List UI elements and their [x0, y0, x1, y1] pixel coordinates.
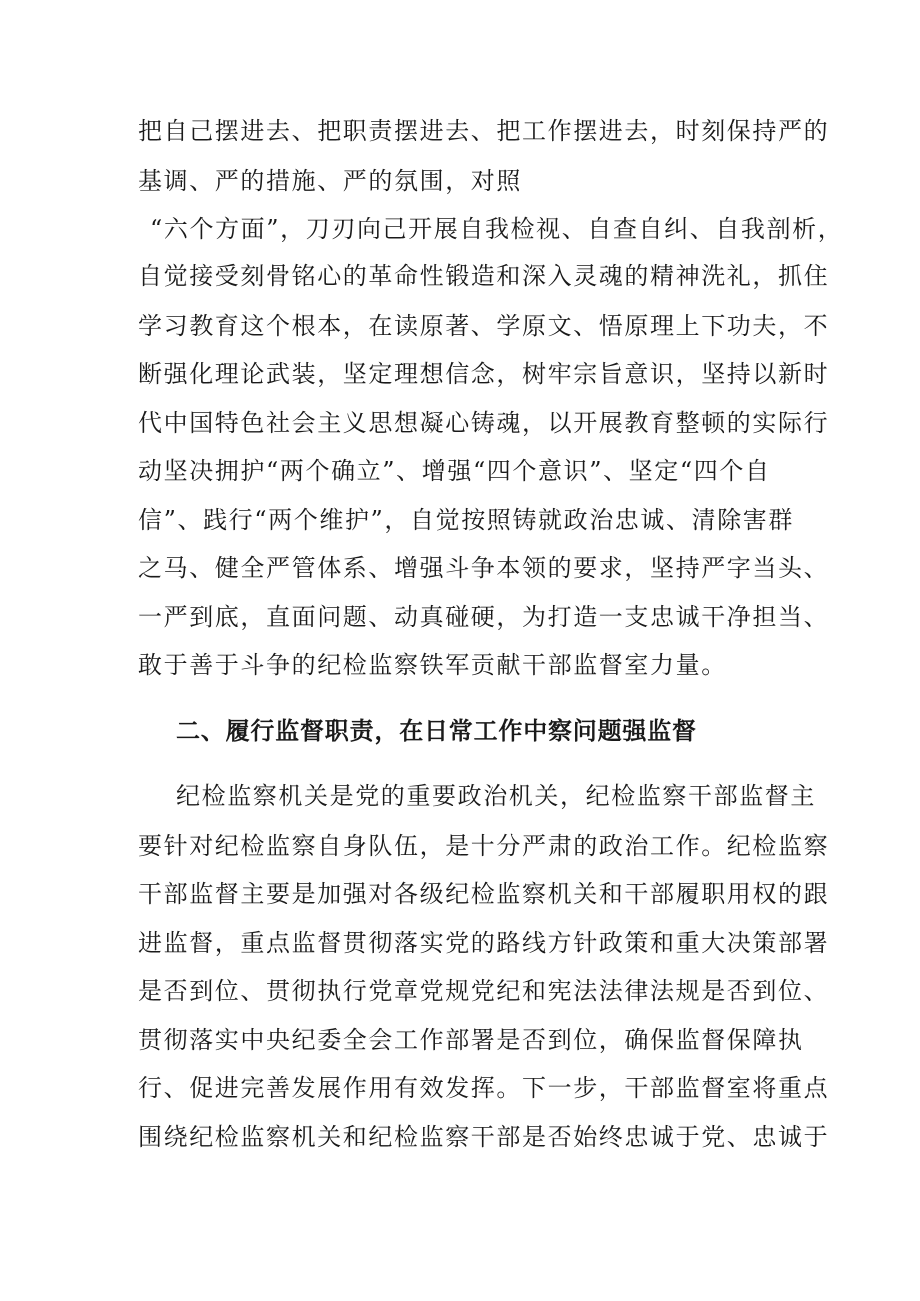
text-line: 学习教育这个根本，在读原著、学原文、悟原理上下功夫，不 — [138, 312, 830, 340]
text-line: 干部监督主要是加强对各级纪检监察机关和干部履职用权的跟 — [138, 880, 830, 908]
section-heading: 二、履行监督职责，在日常工作中察问题强监督 — [176, 717, 697, 745]
text-line: “六个方面”，刀刃向己开展自我检视、自查自纠、自我剖析， — [150, 215, 844, 243]
text-line: 代中国特色社会主义思想凝心铸魂，以开展教育整顿的实际行 — [138, 409, 830, 437]
text-line: 贯彻落实中央纪委全会工作部署是否到位，确保监督保障执 — [138, 1026, 804, 1054]
text-line: 自觉接受刻骨铭心的革命性锻造和深入灵魂的精神洗礼，抓住 — [138, 262, 830, 290]
text-line: 行、促进完善发展作用有效发挥。下一步，干部监督室将重点 — [138, 1074, 830, 1102]
text-line: 纪检监察机关是党的重要政治机关，纪检监察干部监督主 — [176, 782, 816, 810]
text-line: 一严到底，直面问题、动真碰硬，为打造一支忠诚干净担当、 — [138, 603, 830, 631]
text-line: 是否到位、贯彻执行党章党规党纪和宪法法律法规是否到位、 — [138, 977, 830, 1005]
text-line: 进监督，重点监督贯彻落实党的路线方针政策和重大决策部署 — [138, 929, 830, 957]
text-line: 基调、严的措施、严的氛围，对照 — [138, 167, 522, 195]
text-line: 动坚决拥护“两个确立”、增强“四个意识”、坚定“四个自 — [138, 457, 771, 485]
text-line: 之马、健全严管体系、增强斗争本领的要求，坚持严字当头、 — [138, 554, 830, 582]
text-line: 要针对纪检监察自身队伍，是十分严肃的政治工作。纪检监察 — [138, 832, 830, 860]
text-line: 断强化理论武装，坚定理想信念，树牢宗旨意识，坚持以新时 — [138, 360, 830, 388]
text-line: 敢于善于斗争的纪检监察铁军贡献干部监督室力量。 — [138, 651, 727, 679]
text-line: 信”、践行“两个维护”，自觉按照铸就政治忠诚、清除害群 — [138, 506, 795, 534]
text-line: 把自己摆进去、把职责摆进去、把工作摆进去，时刻保持严的 — [138, 117, 830, 145]
text-line: 围绕纪检监察机关和纪检监察干部是否始终忠诚于党、忠诚于 — [138, 1123, 830, 1151]
